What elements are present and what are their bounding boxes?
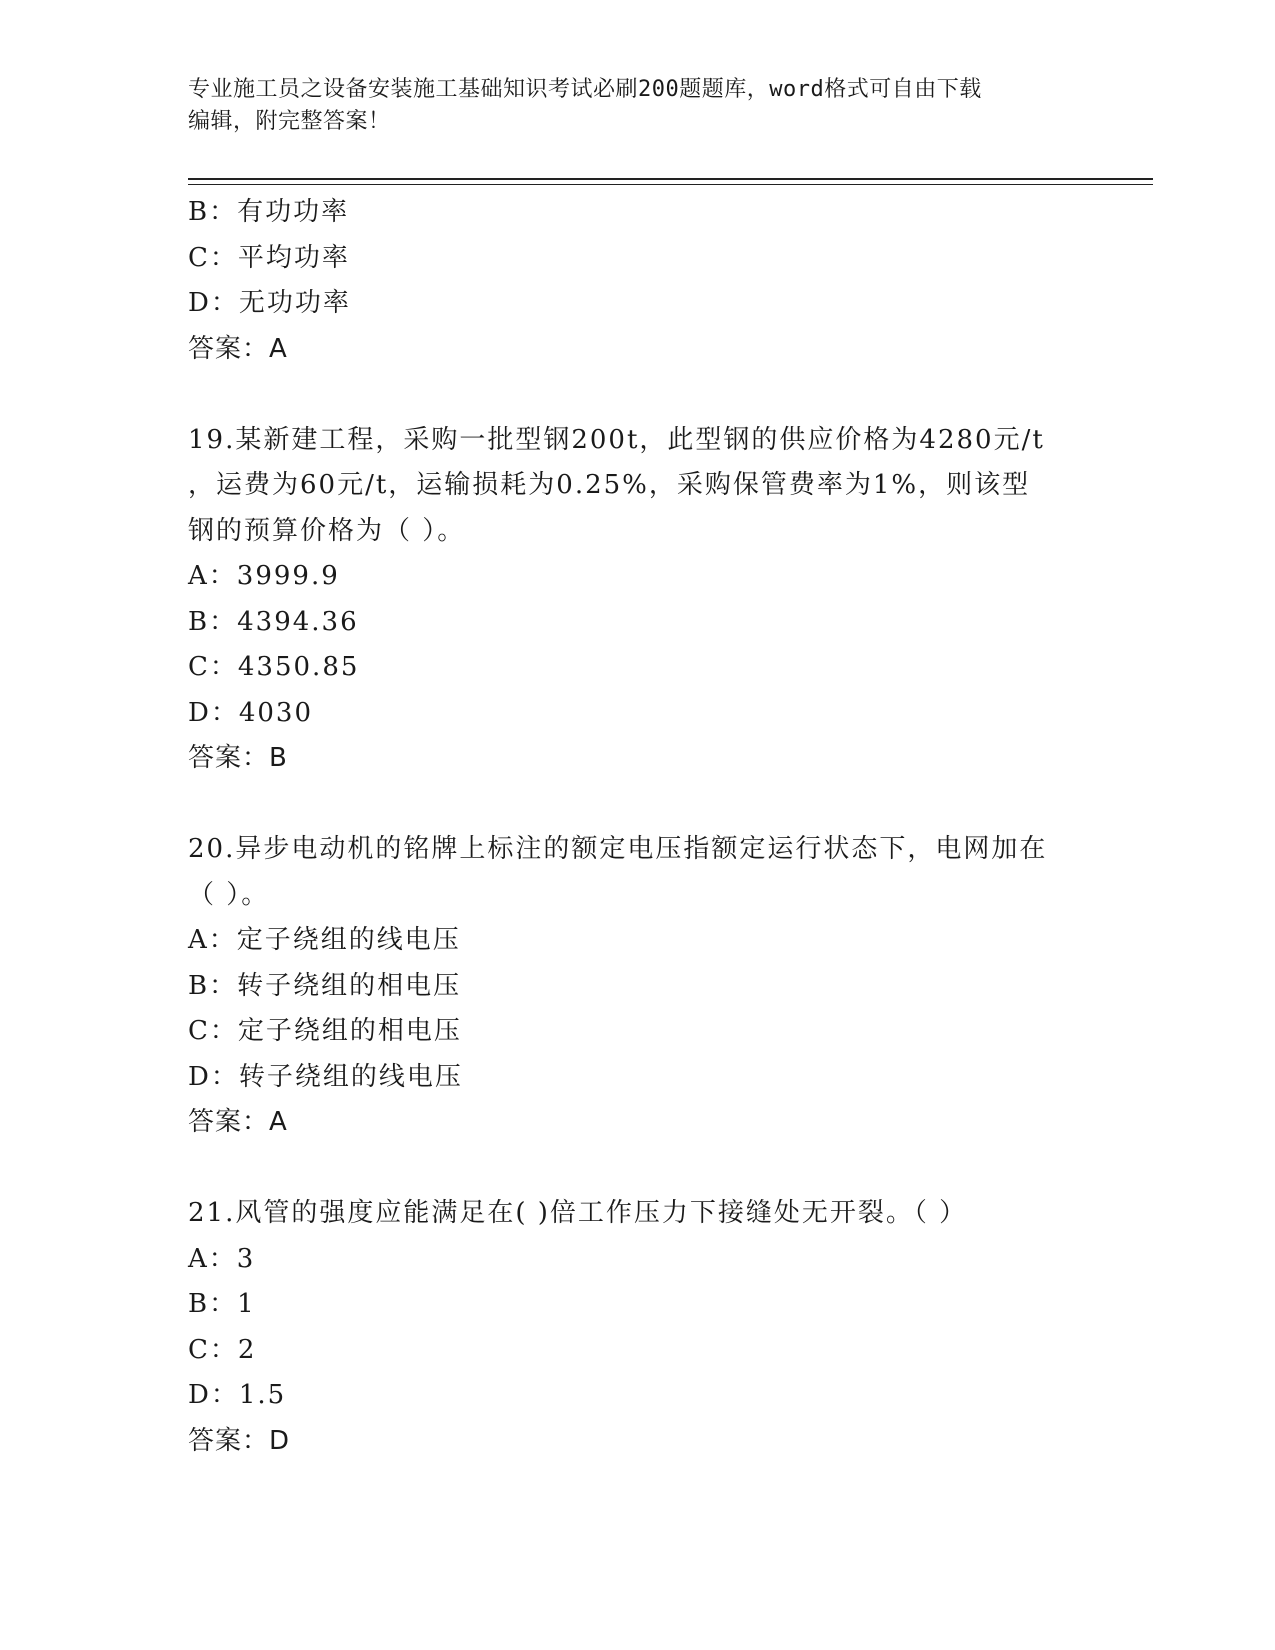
option-a: A：3 xyxy=(188,1243,256,1274)
question-text xyxy=(188,418,1088,555)
header-divider-thick xyxy=(188,178,1153,180)
option-c: C：4350.85 xyxy=(188,652,360,682)
question-text-line: 19.某新建工程，采购一批型钢200t，此型钢的供应价格为4280元/t xyxy=(188,424,1045,455)
question-text xyxy=(188,827,1088,918)
option-c: C：平均功率 xyxy=(188,242,350,273)
question-text-line: 20.异步电动机的铭牌上标注的额定电压指额定运行状态下，电网加在 xyxy=(188,834,1048,864)
option-d: D：无功功率 xyxy=(188,288,351,318)
option-b: B：1 xyxy=(188,1289,256,1319)
answer-line: 答案：A xyxy=(188,1107,288,1137)
question-text-line: （ ）。 xyxy=(188,879,270,910)
question-19 xyxy=(188,418,1088,782)
header-divider-thin xyxy=(188,184,1153,185)
document-header xyxy=(188,74,1078,138)
question-text-line: ，运费为60元/t，运输损耗为0.25%，采购保管费率为1%，则该型 xyxy=(188,470,1031,500)
question-text-line: 钢的预算价格为（ ）。 xyxy=(188,515,466,546)
option-b: B：4394.36 xyxy=(188,606,359,637)
option-c: C：定子绕组的相电压 xyxy=(188,1016,462,1046)
question-content xyxy=(188,190,1088,1464)
question-20 xyxy=(188,827,1088,1146)
option-d: D：1.5 xyxy=(188,1380,287,1410)
spacer xyxy=(188,782,1088,828)
option-a: A：3999.9 xyxy=(188,561,340,591)
answer-line: 答案：A xyxy=(188,333,288,364)
option-c: C：2 xyxy=(188,1334,257,1365)
spacer xyxy=(188,372,1088,418)
question-text-line: 21.风管的强度应能满足在( )倍工作压力下接缝处无开裂。（ ） xyxy=(188,1198,968,1228)
question-21 xyxy=(188,1191,1088,1464)
option-b: B：有功功率 xyxy=(188,197,350,227)
answer-line: 答案：B xyxy=(188,743,288,773)
answer-line: 答案：D xyxy=(188,1425,291,1456)
header-title-line-2: 编辑，附完整答案！ xyxy=(188,109,391,134)
spacer xyxy=(188,1146,1088,1192)
option-b: B：转子绕组的相电压 xyxy=(188,970,462,1001)
option-d: D：转子绕组的线电压 xyxy=(188,1061,463,1092)
header-title-line-1: 专业施工员之设备安装施工基础知识考试必刷200题题库，word格式可自由下载 xyxy=(188,77,982,102)
option-a: A：定子绕组的线电压 xyxy=(188,925,461,955)
question-text xyxy=(188,1191,1088,1237)
option-d: D：4030 xyxy=(188,697,314,728)
prev-question-block xyxy=(188,190,1088,372)
